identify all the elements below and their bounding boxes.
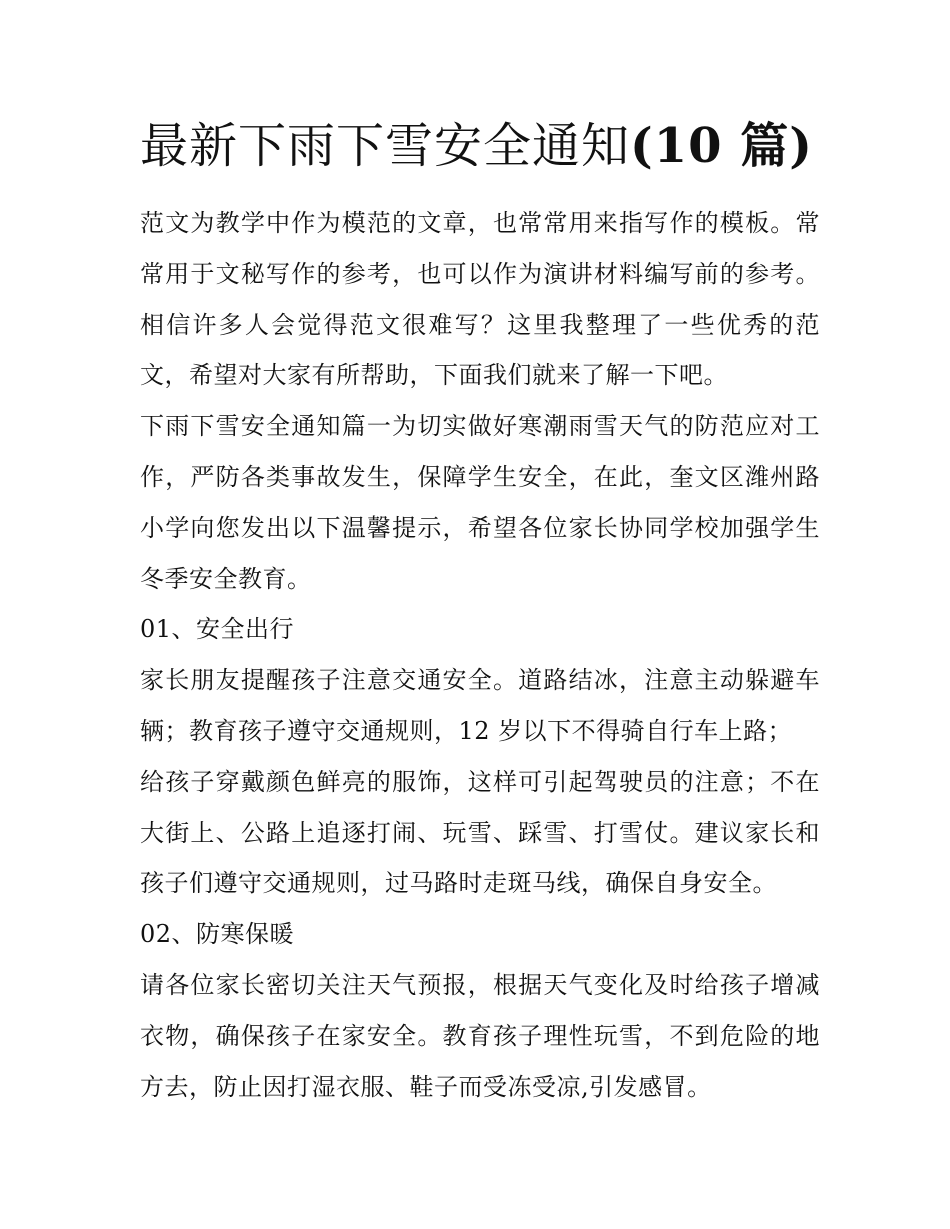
travel-paragraph: 家长朋友提醒孩子注意交通安全。道路结冰，注意主动躲避车辆；教育孩子遵守交通规则，12 岁以下不得骑自行车上路；	[140, 666, 820, 745]
section-heading-keep-warm: 02、防寒保暖	[140, 920, 295, 949]
keep-warm-paragraph: 请各位家长密切关注天气预报，根据天气变化及时给孩子增减衣物，确保孩子在家安全。教育孩子理性玩雪，不到危险的地方去，防止因打湿衣服、鞋子而受冻受凉,引发感冒。	[140, 970, 820, 1101]
document-title-main: 最新下雨下雪安全通知	[140, 118, 631, 174]
document-title-count: (10 篇)	[630, 118, 813, 174]
intro-paragraph: 范文为教学中作为模范的文章，也常常用来指写作的模板。常常用于文秘写作的参考，也可以作为演讲材料编写前的参考。相信许多人会觉得范文很难写？这里我整理了一些优秀的范文，希望对大家有所帮助，下面我们就来了解一下吧。	[140, 209, 820, 390]
section-heading-safe-travel: 01、安全出行	[140, 615, 295, 644]
document-body	[140, 198, 820, 1112]
travel-paragraph-continued: 给孩子穿戴颜色鲜亮的服饰，这样可引起驾驶员的注意；不在大街上、公路上追逐打闹、玩雪、踩雪、打雪仗。建议家长和孩子们遵守交通规则，过马路时走斑马线，确保自身安全。	[140, 767, 820, 898]
notice-paragraph: 下雨下雪安全通知篇一为切实做好寒潮雨雪天气的防范应对工作，严防各类事故发生，保障学生安全，在此，奎文区潍州路小学向您发出以下温馨提示，希望各位家长协同学校加强学生冬季安全教育。	[140, 412, 820, 593]
document-title	[140, 112, 840, 180]
